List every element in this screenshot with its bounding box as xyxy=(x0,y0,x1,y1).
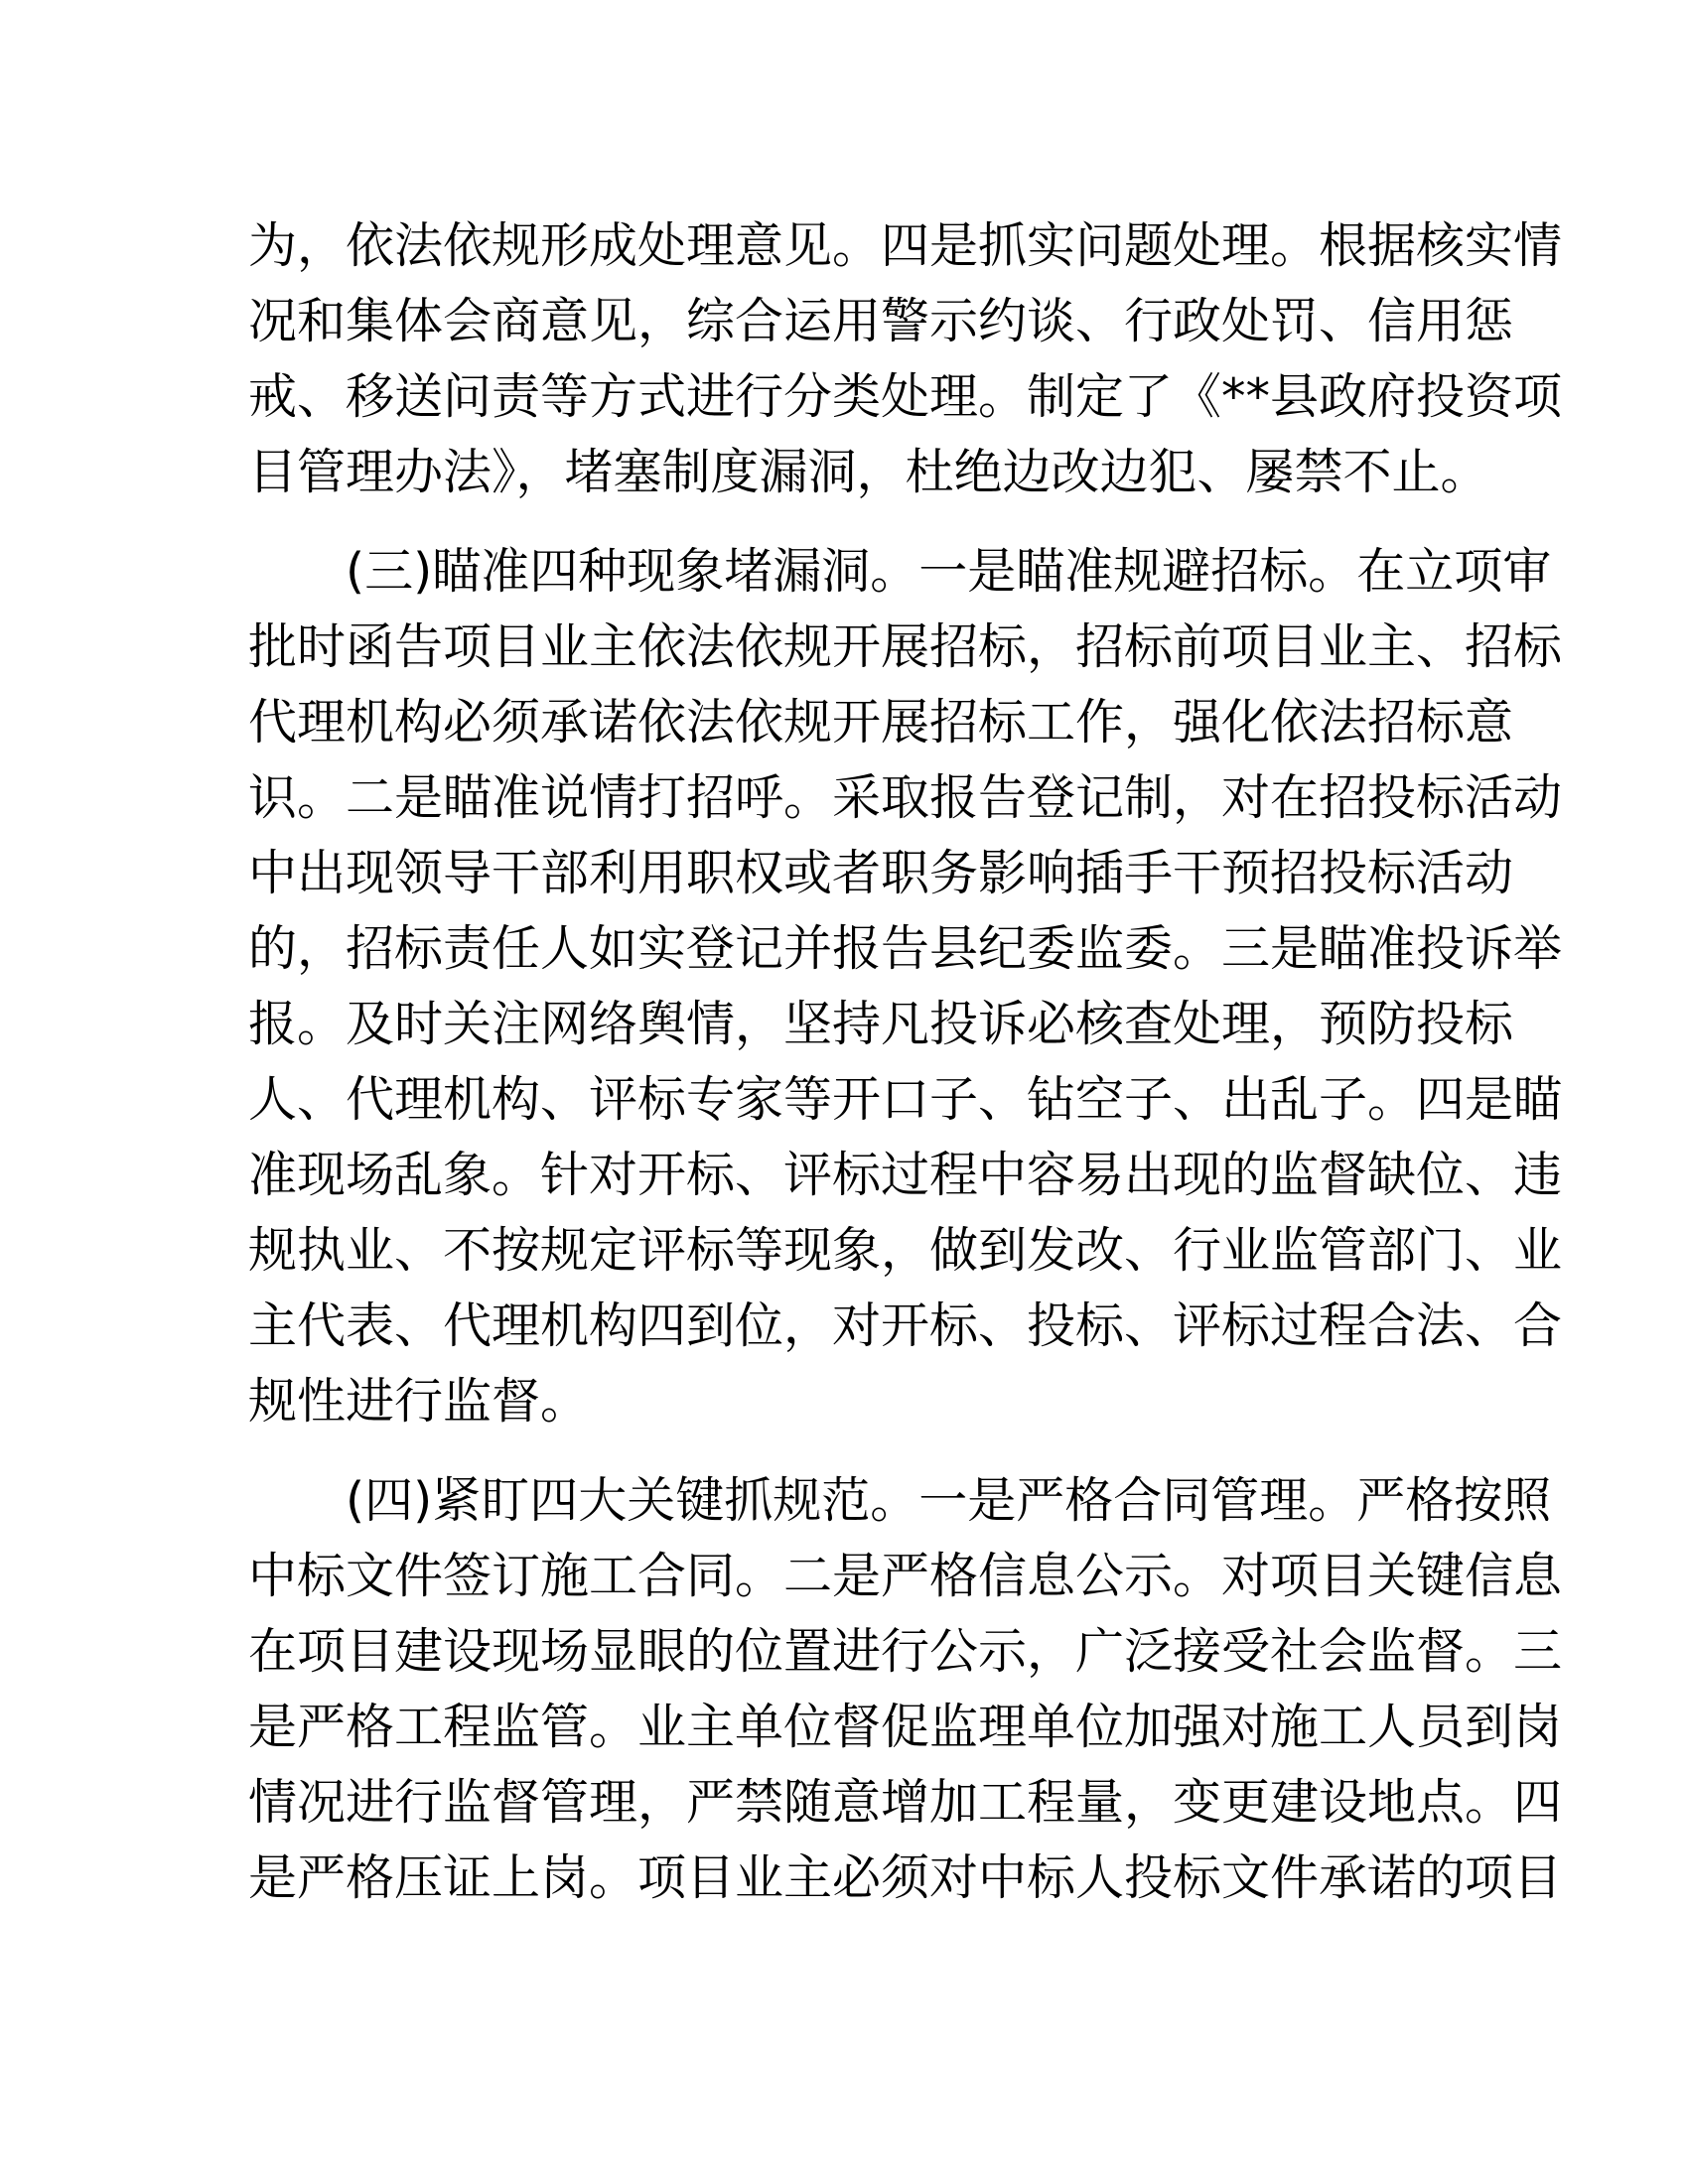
text-line: 在项目建设现场显眼的位置进行公示，广泛接受社会监督。三 xyxy=(248,1623,1563,1680)
text-line: 况和集体会商意见，综合运用警示约谈、行政处罚、信用惩 xyxy=(248,293,1514,349)
text-line: 中出现领导干部利用职权或者职务影响插手干预招投标活动 xyxy=(248,845,1514,901)
text-line: 目管理办法》，堵塞制度漏洞，杜绝边改边犯、屡禁不止。 xyxy=(248,444,1489,500)
paragraph-heading-4: (四)紧盯四大关键抓规范。一是严格合同管理。严格按照 xyxy=(346,1472,1552,1529)
text-line: 报。及时关注网络舆情，坚持凡投诉必核查处理，预防投标 xyxy=(248,996,1514,1052)
text-line: 是严格工程监管。业主单位督促监理单位加强对施工人员到岗 xyxy=(248,1699,1563,1755)
text-line: 批时函告项目业主依法依规开展招标，招标前项目业主、招标 xyxy=(248,618,1563,675)
text-line: 规执业、不按规定评标等现象，做到发改、行业监管部门、业 xyxy=(248,1222,1563,1279)
text-line: 是严格压证上岗。项目业主必须对中标人投标文件承诺的项目 xyxy=(248,1849,1563,1906)
text-line: 准现场乱象。针对开标、评标过程中容易出现的监督缺位、违 xyxy=(248,1147,1563,1203)
text-line: 代理机构必须承诺依法依规开展招标工作，强化依法招标意 xyxy=(248,694,1514,751)
paragraph-heading-3: (三)瞄准四种现象堵漏洞。一是瞄准规避招标。在立项审 xyxy=(346,543,1552,600)
text-line: 主代表、代理机构四到位，对开标、投标、评标过程合法、合 xyxy=(248,1297,1563,1354)
text-line: 戒、移送问责等方式进行分类处理。制定了《**县政府投资项 xyxy=(248,368,1563,425)
text-line: 中标文件签订施工合同。二是严格信息公示。对项目关键信息 xyxy=(248,1548,1563,1604)
text-line: 为，依法依规形成处理意见。四是抓实问题处理。根据核实情 xyxy=(248,217,1563,274)
text-line: 识。二是瞄准说情打招呼。采取报告登记制，对在招投标活动 xyxy=(248,769,1563,826)
text-line: 情况进行监督管理，严禁随意增加工程量，变更建设地点。四 xyxy=(248,1774,1563,1831)
text-line: 规性进行监督。 xyxy=(248,1373,590,1430)
text-line: 人、代理机构、评标专家等开口子、钻空子、出乱子。四是瞄 xyxy=(248,1071,1563,1128)
text-line: 的，招标责任人如实登记并报告县纪委监委。三是瞄准投诉举 xyxy=(248,920,1563,977)
document-page xyxy=(248,208,1563,1946)
